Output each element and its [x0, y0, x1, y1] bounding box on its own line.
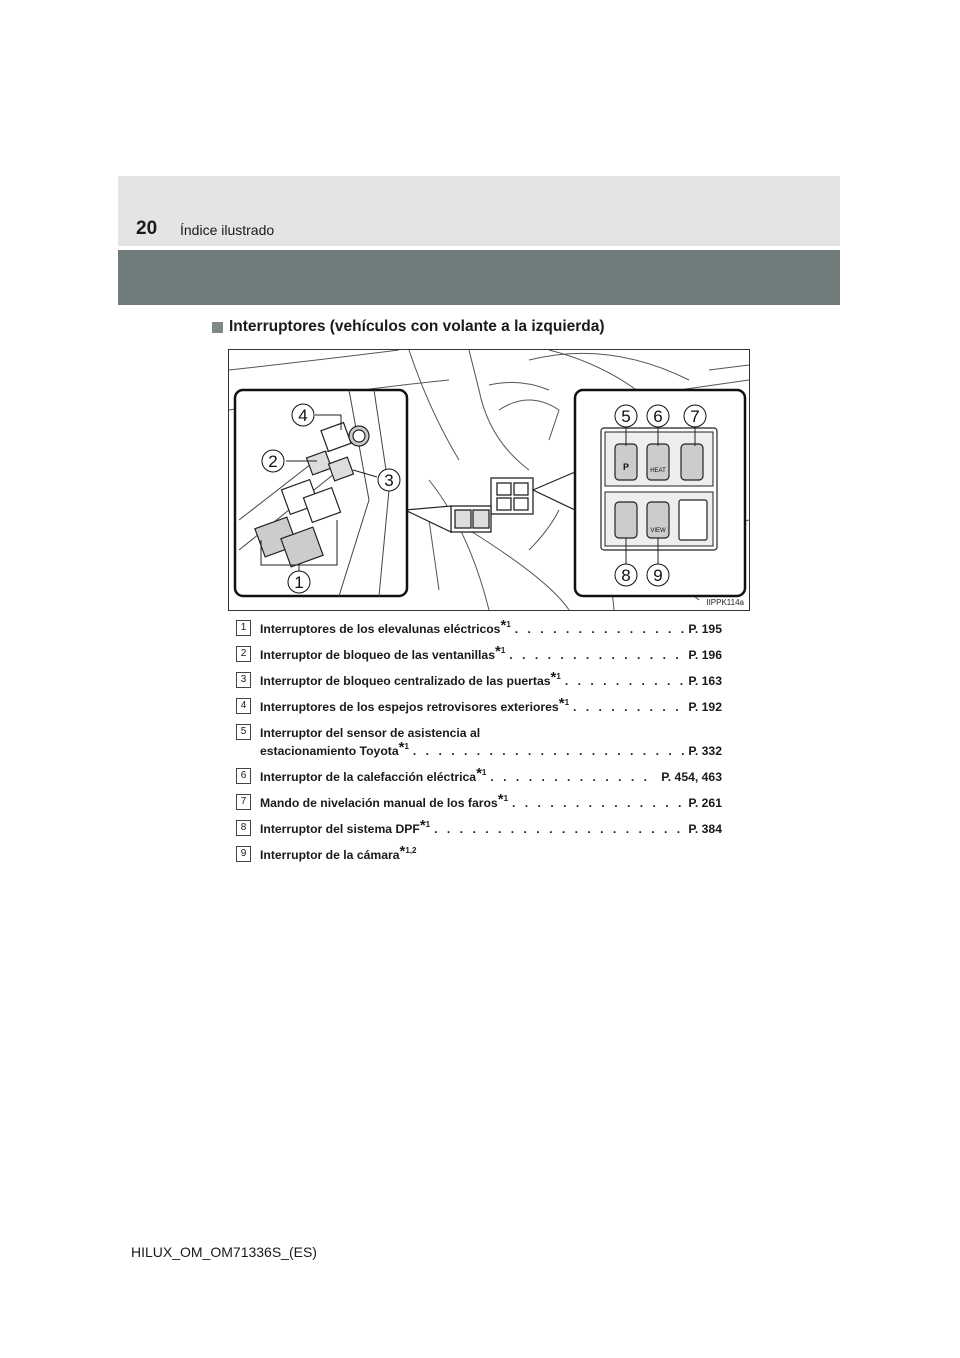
callout-7: 7: [690, 407, 700, 426]
page-reference-link[interactable]: P. 384: [688, 822, 722, 836]
callout-3: 3: [384, 471, 394, 490]
footnote-star: *: [398, 739, 405, 756]
item-number: 4: [236, 698, 251, 714]
footnote-number: 1: [506, 620, 511, 629]
list-item: [236, 843, 722, 866]
page-reference-link[interactable]: P. 192: [688, 700, 722, 714]
item-number: 6: [236, 768, 251, 784]
page-reference-link[interactable]: P. 196: [688, 648, 722, 662]
switch-list: [236, 617, 722, 872]
page-reference-link[interactable]: P. 332: [688, 744, 722, 758]
footnote-number: 1: [481, 768, 487, 777]
section-title: Índice ilustrado: [180, 222, 275, 238]
callout-8: 8: [621, 566, 631, 585]
item-label: estacionamiento Toyota: [260, 744, 399, 758]
list-item: [236, 765, 722, 788]
item-label-line1: Interruptor del sensor de asistencia al: [260, 726, 481, 740]
leader-dots: [490, 768, 657, 786]
document-code-footer: HILUX_OM_OM71336S_(ES): [131, 1244, 317, 1260]
leader-dots: [565, 672, 685, 690]
footnote-star: *: [550, 669, 557, 686]
item-label: Interruptor de la cámara: [260, 848, 400, 862]
button-label-heat: HEAT: [650, 468, 666, 474]
footnote-star: *: [476, 765, 482, 782]
footnote-number: 1: [556, 672, 561, 681]
list-item: [236, 669, 722, 692]
callout-5: 5: [621, 407, 631, 426]
switches-illustration: [228, 349, 750, 611]
list-item: [236, 791, 722, 814]
callout-9: 9: [653, 566, 663, 585]
item-label: Interruptores de los espejos retrovisores exteriores: [260, 700, 559, 714]
footnote-star: *: [399, 843, 406, 860]
item-number: 2: [236, 646, 251, 662]
callout-6: 6: [653, 407, 663, 426]
page-reference-link[interactable]: P. 261: [688, 796, 722, 810]
callout-1: 1: [294, 573, 304, 592]
footnote-number: 1: [500, 646, 506, 655]
leader-dots: [515, 620, 685, 638]
item-label: Interruptor de bloqueo centralizado de las puertas: [260, 674, 551, 688]
button-label-p: P: [622, 462, 630, 472]
callout-4: 4: [298, 406, 308, 425]
item-label: Interruptor de la calefacción eléctrica: [260, 770, 477, 784]
callout-2: 2: [268, 452, 278, 471]
item-label: Interruptor de bloqueo de las ventanillas: [260, 648, 495, 662]
item-label: Interruptor del sistema DPF: [260, 822, 420, 836]
footnote-star: *: [500, 617, 507, 634]
item-label: Interruptores de los elevalunas eléctricos: [260, 622, 501, 636]
list-item: [236, 617, 722, 640]
leader-dots: [413, 742, 684, 760]
item-number: 9: [236, 846, 251, 862]
list-item: [236, 724, 722, 762]
illustration-drawing: [229, 350, 749, 610]
page-number: 20: [136, 218, 158, 239]
footnote-star: *: [497, 791, 504, 808]
footnote-number: 1,2: [405, 846, 417, 855]
footnote-number: 1: [425, 820, 431, 829]
item-number: 7: [236, 794, 251, 810]
footnote-number: 1: [404, 742, 409, 751]
list-item: [236, 817, 722, 840]
heading-square-icon: [212, 322, 223, 333]
leader-dots: [434, 820, 684, 838]
item-label: Mando de nivelación manual de los faros: [260, 796, 498, 810]
figure-code: IIPPK114a: [706, 598, 744, 607]
footnote-star: *: [558, 695, 565, 712]
page-reference-link[interactable]: P. 163: [688, 674, 722, 688]
page-reference-link[interactable]: P. 195: [688, 622, 722, 636]
leader-dots: [512, 794, 684, 812]
section-heading-text: Interruptores (vehículos con volante a la izquierda): [229, 318, 605, 335]
header-dark-band: [118, 250, 840, 305]
section-heading: [212, 318, 605, 336]
item-number: 1: [236, 620, 251, 636]
footnote-number: 1: [564, 698, 570, 707]
leader-dots: [509, 646, 684, 664]
leader-dots: [573, 698, 684, 716]
footnote-number: 1: [503, 794, 509, 803]
page-reference-link[interactable]: P. 454, 463: [661, 770, 722, 784]
list-item: [236, 695, 722, 718]
list-item: [236, 643, 722, 666]
button-label-view: VIEW: [650, 528, 666, 534]
item-number: 5: [236, 724, 251, 740]
item-number: 8: [236, 820, 251, 836]
footnote-star: *: [419, 817, 426, 834]
footnote-star: *: [495, 643, 501, 660]
item-number: 3: [236, 672, 251, 688]
